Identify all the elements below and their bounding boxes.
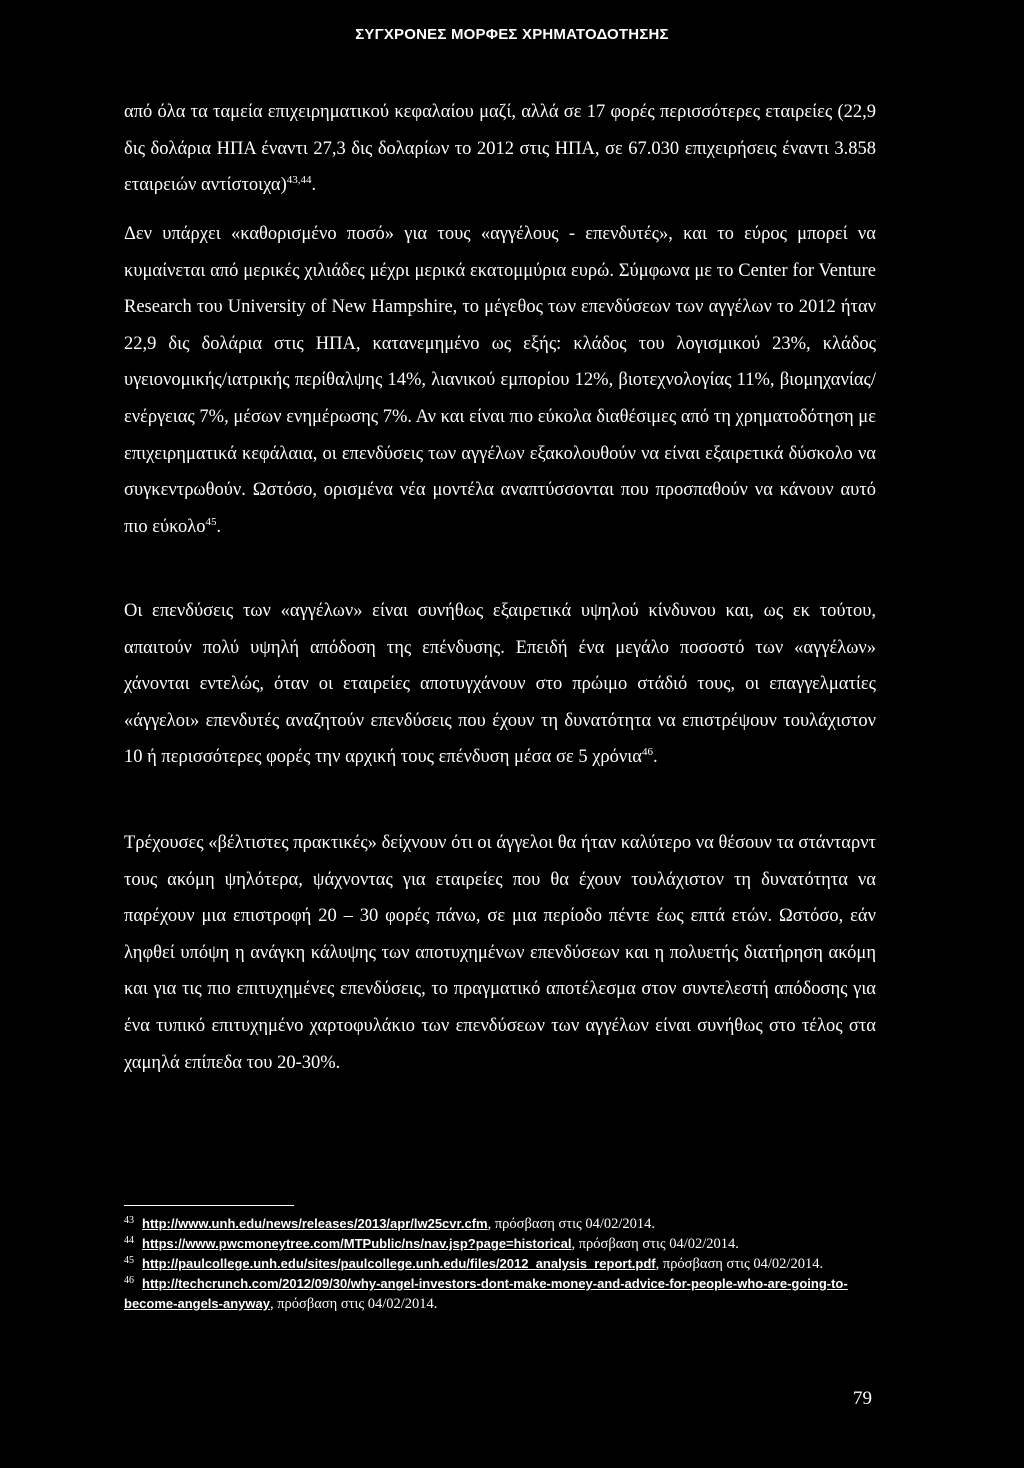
- paragraph-2: [124, 216, 876, 545]
- footnote-separator: [124, 1205, 294, 1206]
- footnote-suffix: , πρόσβαση στις 04/02/2014.: [655, 1256, 824, 1272]
- paragraph-1-text: από όλα τα ταμεία επιχειρηματικού κεφαλαίου μαζί, αλλά σε 17 φορές περισσότερες εταιρείες (22,9 δις δολάρια ΗΠΑ έναντι 27,3 δις δολαρίων το 2012 στις ΗΠΑ, σε 67.030 επιχειρήσεις έναντι 3.858 εταιρειών αντίστοιχα): [124, 102, 876, 196]
- running-header: ΣΥΓΧΡΟΝΕΣ ΜΟΡΦΕΣ ΧΡΗΜΑΤΟΔΟΤΗΣΗΣ: [355, 26, 669, 43]
- paragraph-1-tail: .: [311, 175, 317, 196]
- footnote-link[interactable]: https://www.pwcmoneytree.com/MTPublic/ns/nav.jsp?page=historical: [142, 1236, 572, 1251]
- footnote-suffix: , πρόσβαση στις 04/02/2014.: [487, 1216, 656, 1232]
- footnote-45: [124, 1254, 876, 1274]
- paragraph-4-text: Τρέχουσες «βέλτιστες πρακτικές» δείχνουν ότι οι άγγελοι θα ήταν καλύτερο να θέσουν τα στάνταρντ τους ακόμη ψηλότερα, ψάχνοντας για εταιρείες που θα έχουν τουλάχιστον τη δυνατότητα να παρέχουν μια επιστροφή 20 – 30 φορές πάνω, σε μια περίοδο πέντε έως επτά ετών. Ωστόσο, εάν ληφθεί υπόψη η ανάγκη κάλυψης των αποτυχημένων επενδύσεων και η πολυετής διατήρηση ακόμη και για τις πιο επιτυχημένες επενδύσεις, το πραγματικό αποτέλεσμα στον συντελεστή απόδοσης για ένα τυπικό επιτυχημένο χαρτοφυλάκιο των επενδύσεων των αγγέλων είναι συνήθως στο τέλος στα χαμηλά επίπεδα του 20-30%.: [124, 833, 876, 1073]
- footnote-suffix: , πρόσβαση στις 04/02/2014.: [571, 1236, 739, 1252]
- paragraph-3-tail: .: [652, 747, 658, 768]
- footnote-link[interactable]: http://paulcollege.unh.edu/sites/paulcollege.unh.edu/files/2012_analysis_report.pdf: [142, 1256, 656, 1271]
- footnote-44: [124, 1234, 876, 1254]
- footnote-number: 44: [124, 1235, 134, 1246]
- footnote-46: [124, 1274, 876, 1314]
- footnote-ref-45[interactable]: 45: [205, 515, 217, 528]
- footnote-number: 46: [124, 1275, 134, 1286]
- paragraph-2-tail: .: [216, 516, 222, 537]
- paragraph-4: [124, 825, 876, 1081]
- paragraph-3-text: Οι επενδύσεις των «αγγέλων» είναι συνήθως εξαιρετικά υψηλού κίνδυνου και, ως εκ τούτου, απαιτούν πολύ υψηλή απόδοση της επένδυσης. Επειδή ένα μεγάλο ποσοστό των «αγγέλων» χάνονται εντελώς, όταν οι εταιρείες αποτυγχάνουν στο πρώιμο στάδιό τους, οι επαγγελματίες «άγγελοι» επενδυτές αναζητούν επενδύσεις που έχουν τη δυνατότητα να επιστρέψουν τουλάχιστον 10 ή περισσότερες φορές την αρχική τους επένδυση μέσα σε 5 χρόνια: [124, 601, 876, 768]
- footnote-43: [124, 1214, 876, 1234]
- paragraph-1: [124, 94, 876, 204]
- footnotes: [124, 1214, 876, 1314]
- footnote-link[interactable]: http://www.unh.edu/news/releases/2013/apr/lw25cvr.cfm: [142, 1216, 488, 1231]
- footnote-ref-46[interactable]: 46: [641, 746, 653, 759]
- footnote-link[interactable]: http://techcrunch.com/2012/09/30/why-angel-investors-dont-make-money-and-advice-for-people-who-are-going-to-become-angels-anyway: [124, 1276, 848, 1311]
- footnote-number: 43: [124, 1215, 134, 1226]
- footnote-ref-43-44[interactable]: 43,44: [286, 174, 312, 187]
- page-number: 79: [853, 1388, 872, 1409]
- footnote-number: 45: [124, 1255, 134, 1266]
- paragraph-2-text: Δεν υπάρχει «καθορισμένο ποσό» για τους «αγγέλους - επενδυτές», και το εύρος μπορεί να κυμαίνεται από μερικές χιλιάδες μέχρι μερικά εκατομμύρια ευρώ. Σύμφωνα με το Center for Venture Research του University of New Hampshire, το μέγεθος των επενδύσεων των αγγέλων το 2012 ήταν 22,9 δις δολάρια στις ΗΠΑ, κατανεμημένο ως εξής: κλάδος του λογισμικού 23%, κλάδος υγειονομικής/ιατρικής περίθαλψης 14%, λιανικού εμπορίου 12%, βιοτεχνολογίας 11%, βιομηχανίας/ενέργειας 7%, μέσων ενημέρωσης 7%. Αν και είναι πιο εύκολα διαθέσιμες από τη χρηματοδότηση με επιχειρηματικά κεφάλαια, οι επενδύσεις των αγγέλων εξακολουθούν να είναι εξαιρετικά δύσκολο να συγκεντρωθούν. Ωστόσο, ορισμένα νέα μοντέλα αναπτύσσονται που προσπαθούν να κάνουν αυτό πιο εύκολο: [124, 224, 876, 537]
- footnote-suffix: , πρόσβαση στις 04/02/2014.: [269, 1296, 438, 1312]
- paragraph-3: [124, 593, 876, 776]
